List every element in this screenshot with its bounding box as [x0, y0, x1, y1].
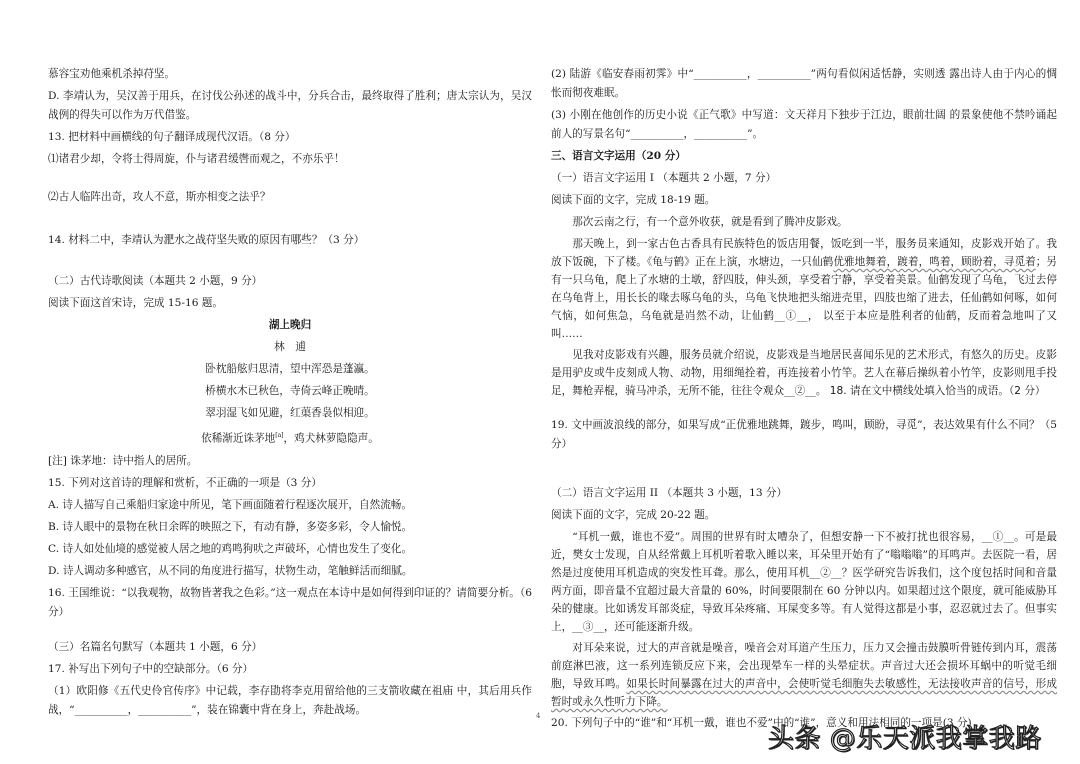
poem-note-mark: [a] [275, 432, 284, 439]
passage1-text-3: 见我对皮影戏有兴趣，服务员就介绍说，皮影戏是当地居民喜闻乐见的艺术形式，有悠久的历史。皮影是用驴皮或牛皮刻成人物、动物，用细绳拴着，再连接着小竹竿。艺人在幕后操纵着小竹竿，皮影则甩手投足，舞枪弄棍，骑马冲杀，无所不能，往往令观众__②__。 [551, 349, 1057, 397]
sub2-heading: （二）语言文字运用 II （本题共 3 小题，13 分） [551, 487, 788, 499]
section-poetry-heading: （二）古代诗歌阅读（本题共 2 小题，9 分） [48, 275, 263, 287]
poem-line-4a: 依稀渐近诛茅地 [201, 432, 276, 445]
q19-question: 19. 文中画波浪线的部分，如果写成“正优雅地跳舞，踱步，鸣叫，顾盼，寻觅”，表达效果有什么不同？（5 分） [551, 419, 1057, 450]
right-column [551, 62, 1057, 733]
passage1-text: 那天晚上，到一家古色古香具有民族特色的饭店用餐，饭吃到一半，服务员来通知，皮影戏开始了。我放下饭碗，下了楼。《龟与鹤》正在上演，水塘边，一只仙鹤 [551, 238, 1057, 268]
q15-question: 15. 下列对这首诗的理解和赏析，不正确的一项是（3 分） [48, 476, 322, 489]
sub1-intro: 阅读下面的文字，完成 18-19 题。 [551, 194, 716, 206]
sub2-intro: 阅读下面的文字，完成 20-22 题。 [551, 509, 716, 521]
passage2-text: 对耳朵来说，过大的声音就是噪音，噪音会对耳道产生压力，压力又会撞击鼓膜听骨链传到内耳，震荡前庭淋巴液，这一系列连锁反应下来，会出现晕车一样的头晕症状。声音过大还会损坏耳蜗中的听觉毛细胞，导致耳鸣。 [551, 642, 1057, 690]
passage2-paragraph-2 [551, 639, 1057, 711]
q15-option-b: B. 诗人眼中的景物在秋日余晖的映照之下，有动有静，多姿多彩，令人愉悦。 [48, 520, 413, 533]
passage1-paragraph-1: 那次云南之行，有一个意外收获，就是看到了腾冲皮影戏。 [572, 216, 848, 228]
q15-option-d: D. 诗人调动多种感官，从不同的角度进行描写，状物生动，笔触鲜活而细腻。 [48, 564, 413, 577]
wavy-underlined-text: 优雅地舞着，踱着，鸣着，顾盼着，寻觅着 [833, 256, 1036, 268]
poem-line-3: 翠羽湿飞如见避，红蕖香袅似相迎。 [205, 407, 375, 419]
left-column [48, 62, 532, 720]
q18-question: 18. 请在文中横线处填入恰当的成语。（2 分） [826, 385, 1046, 397]
part3-heading: 三、语言文字运用（20 分） [551, 150, 686, 162]
q13-question: 13. 把材料中画横线的句子翻译成现代汉语。（8 分） [48, 131, 296, 143]
poem-author: 林 逋 [274, 341, 306, 353]
q17-item-3: (3) 小刚在他创作的历史小说《正气歌》中写道：文天祥月下独步于江边，眼前壮阔 的景象使他不禁吟诵起前人的写景名句“__________，__________”。 [551, 109, 1057, 140]
q16-question: 16. 王国维说：“以我观物，故物皆著我之色彩。”这一观点在本诗中是如何得到印证的？请简要分析。（6 分） [48, 586, 532, 618]
q15-option-a: A. 诗人描写自己乘船归家途中所见，笔下画面随着行程逐次展开，自然流畅。 [48, 498, 412, 511]
q20-question: 20. 下列句子中的“谁”和“耳机一戴，谁也不爱”中的“谁”，意义和用法相同的一项是(3 分) [551, 717, 972, 729]
wavy-underlined-text-2: 如果长时间暴露在过大的声音中，会使听觉毛细胞失去敏感性，无法接收声音的信号，形成暂时或永久性听力下降。 [551, 678, 1057, 708]
poem-line-2: 桥横水木已秋色，寺倚云峰正晚晴。 [205, 385, 375, 397]
poem-title: 湖上晚归 [268, 319, 312, 331]
poetry-intro: 阅读下面这首宋诗，完成 15-16 题。 [48, 297, 223, 309]
q15-option-c: C. 诗人如处仙境的感觉被人居之地的鸡鸣狗吠之声破坏，心情也发生了变化。 [48, 542, 413, 555]
poem-line-4b: ，鸡犬林萝隐隐声。 [283, 432, 379, 445]
sub1-heading: （一）语言文字运用 I （本题共 2 小题，7 分） [551, 172, 777, 184]
q12-tail: 慕容宝劝他乘机杀掉苻坚。 [48, 68, 176, 80]
poem-note: [注] 诛茅地：诗中指人的居所。 [48, 454, 198, 467]
q14-question: 14. 材料二中，李靖认为淝水之战苻坚失败的原因有哪些？（3 分） [48, 234, 365, 246]
q13-sentence-1: ⑴诸君少却，令将士得周旋，仆与诸君缓辔而观之，不亦乐乎！ [48, 153, 345, 165]
q17-item-2: (2) 陆游《临安春雨初霁》中“__________，__________”两句看似闲适恬静，实则透 露出诗人由于内心的惆怅而彻夜难眠。 [551, 68, 1057, 99]
section-dictation-heading: （三）名篇名句默写（本题共 1 小题，6 分） [48, 640, 263, 653]
poem-line-1: 卧枕船舷归思清，望中浑恐是蓬瀛。 [205, 363, 375, 375]
q13-sentence-2: ⑵古人临阵出奇，攻人不意，斯亦相变之法乎？ [48, 191, 271, 203]
watermark: 头条 @乐天派我掌我路 [768, 724, 1042, 754]
passage1-paragraph-3 [551, 346, 1057, 400]
q17-question: 17. 补写出下列句子中的空缺部分。（6 分） [48, 662, 254, 675]
passage2-paragraph-1: “耳机一戴，谁也不爱”。周围的世界有时太嘈杂了，但想安静一下不被打扰也很容易，__①__。可是最近，樊女士发现，自从经常戴上耳机听着歌入睡以来，耳朵里开始有了“嗡嗡嗡”的耳鸣声。去医院一看，居然是过度使用耳机造成的突发性耳聋。那么，使用耳机__②__？医学研究告诉我们，这个度包括时间和音量两方面，即音量不宜超过最大音量的 60%，时间要限制在 60 分钟以内。如果超过这个限度，就可能威胁耳朵的健康。比如诱发耳部炎症，导致耳朵疼痛、耳屎变多等。有人觉得这都是小事，忍忍就过去了。但事实上，__③__，还可能逐渐升级。 [551, 531, 1057, 633]
passage1-text-cont: ；另有一只乌龟，爬上了水塘的土墩，舒四肢，伸头颈，享受着宁静，享受着美景。仙鹤发现了乌龟，飞过去停在乌龟背上，用长长的喙去啄乌龟的头，乌龟飞快地把头缩进壳里，四肢也缩了进去，任仙鹤如何啄，如何气恼，如何焦急，乌龟就是岿然不动，让仙鹤__①__， 以至于本应是胜利者的仙鹤，反而着急地叫了又叫…… [551, 256, 1058, 340]
poem-line-4 [48, 426, 532, 449]
q17-item-1: （1）欧阳修《五代史伶官传序》中记载，李存勖将李克用留给他的三支箭收藏在祖庙 中，其后用兵作战，“__________，__________”，装在锦囊中背在身上，奔赴战场。 [48, 684, 532, 716]
q12-option-d: D. 李靖认为，吴汉善于用兵，在讨伐公孙述的战斗中，分兵合击，最终取得了胜利；唐太宗认为，吴汉战例的得失可以作为万代借鉴。 [48, 90, 532, 121]
page-number: 4 [536, 712, 541, 720]
passage1-paragraph-2 [551, 235, 1057, 343]
